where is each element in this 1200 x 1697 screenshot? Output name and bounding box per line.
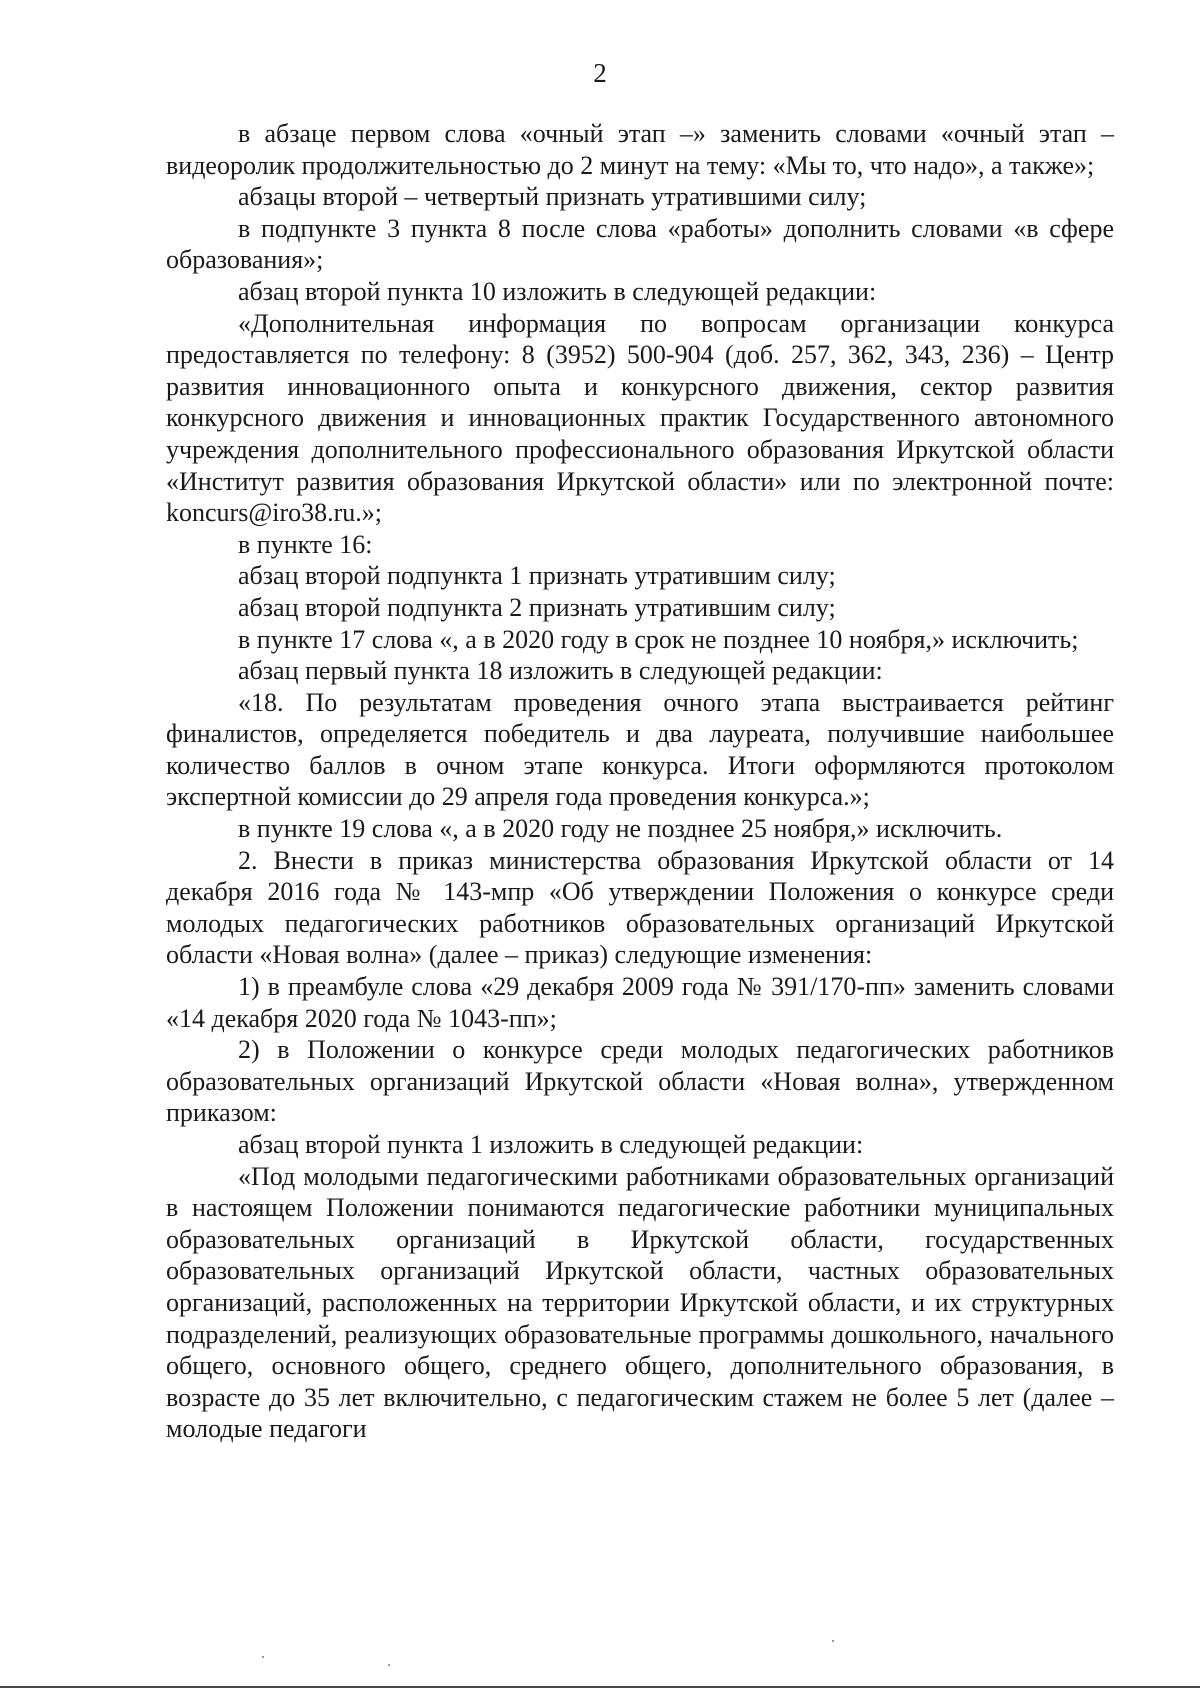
page-number: 2 [593, 58, 607, 88]
paragraph: в подпункте 3 пункта 8 после слова «работы» дополнить словами «в сфере образования»; [166, 213, 1114, 275]
paragraph: в абзаце первом слова «очный этап –» заменить словами «очный этап – видеоролик продолжительностью до 2 минут на тему: «Мы то, что надо», а также»; [166, 119, 1114, 180]
paragraph: абзац второй пункта 1 изложить в следующей редакции: [238, 1130, 864, 1159]
paragraph: 2) в Положении о конкурсе среди молодых педагогических работников образовательных организаций Иркутской области «Новая волна», утвержденном приказом: [166, 1035, 1114, 1128]
paragraph: «Дополнительная информация по вопросам организации конкурса предоставляется по телефону: 8 (3952) 500-904 (доб. 257, 362, 343, 236) – Центр развития инновационного опыта и конкурсного движения, сектор развития конкурсного движения и инновационных практик Государственного автономного учреждения дополнительного профессионального образования Иркутской области «Институт развития образования Иркутской области» или по электронной почте: koncurs@iro38.ru.»; [166, 308, 1114, 528]
paragraph: «18. По результатам проведения очного этапа выстраивается рейтинг финалистов, определяется победитель и два лауреата, получившие наибольшее количество баллов в очном этапе конкурса. Итоги оформляются протоколом экспертной комиссии до 29 апреля года проведения конкурса.»; [166, 687, 1114, 812]
scan-speck [262, 1656, 264, 1658]
paragraph: абзац второй подпункта 1 признать утратившим силу; [238, 561, 836, 591]
paragraph: в пункте 17 слова «, а в 2020 году в срок не позднее 10 ноября,» исключить; [238, 624, 1079, 654]
paragraph: «Под молодыми педагогическими работниками образовательных организаций в настоящем Положении понимаются педагогические работники муниципальных образовательных организаций в Иркутской области, государственных образовательных организаций Иркутской области, частных образовательных организаций, расположенных на территории Иркутской области, и их структурных подразделений, реализующих образовательные программы дошкольного, начального общего, основного общего, среднего общего, дополнительного образования, в возрасте до 35 лет включительно, с педагогическим стажем не более 5 лет (далее – молодые педагоги [166, 1161, 1114, 1444]
paragraph: в пункте 16: [238, 529, 373, 559]
paragraph: абзац первый пункта 18 изложить в следующей редакции: [238, 656, 883, 686]
paragraph: абзац второй подпункта 2 признать утратившим силу; [238, 592, 836, 622]
paragraph: в пункте 19 слова «, а в 2020 году не позднее 25 ноября,» исключить. [238, 814, 1003, 844]
paragraph: абзац второй пункта 10 изложить в следующей редакции: [238, 276, 877, 306]
scan-speck [832, 1640, 834, 1642]
document-body [166, 118, 1114, 1445]
paragraph: абзацы второй – четвертый признать утратившими силу; [238, 182, 867, 212]
paragraph: 1) в преамбуле слова «29 декабря 2009 года № 391/170-пп» заменить словами «14 декабря 2020 года № 1043-пп»; [166, 972, 1114, 1033]
scan-speck [388, 1664, 390, 1666]
paragraph: 2. Внести в приказ министерства образования Иркутской области от 14 декабря 2016 года № 143-мпр «Об утверждении Положения о конкурсе среди молодых педагогических работников образовательных организаций Иркутской области «Новая волна» (далее – приказ) следующие изменения: [166, 845, 1114, 970]
scan-bottom-edge [0, 1686, 1200, 1688]
